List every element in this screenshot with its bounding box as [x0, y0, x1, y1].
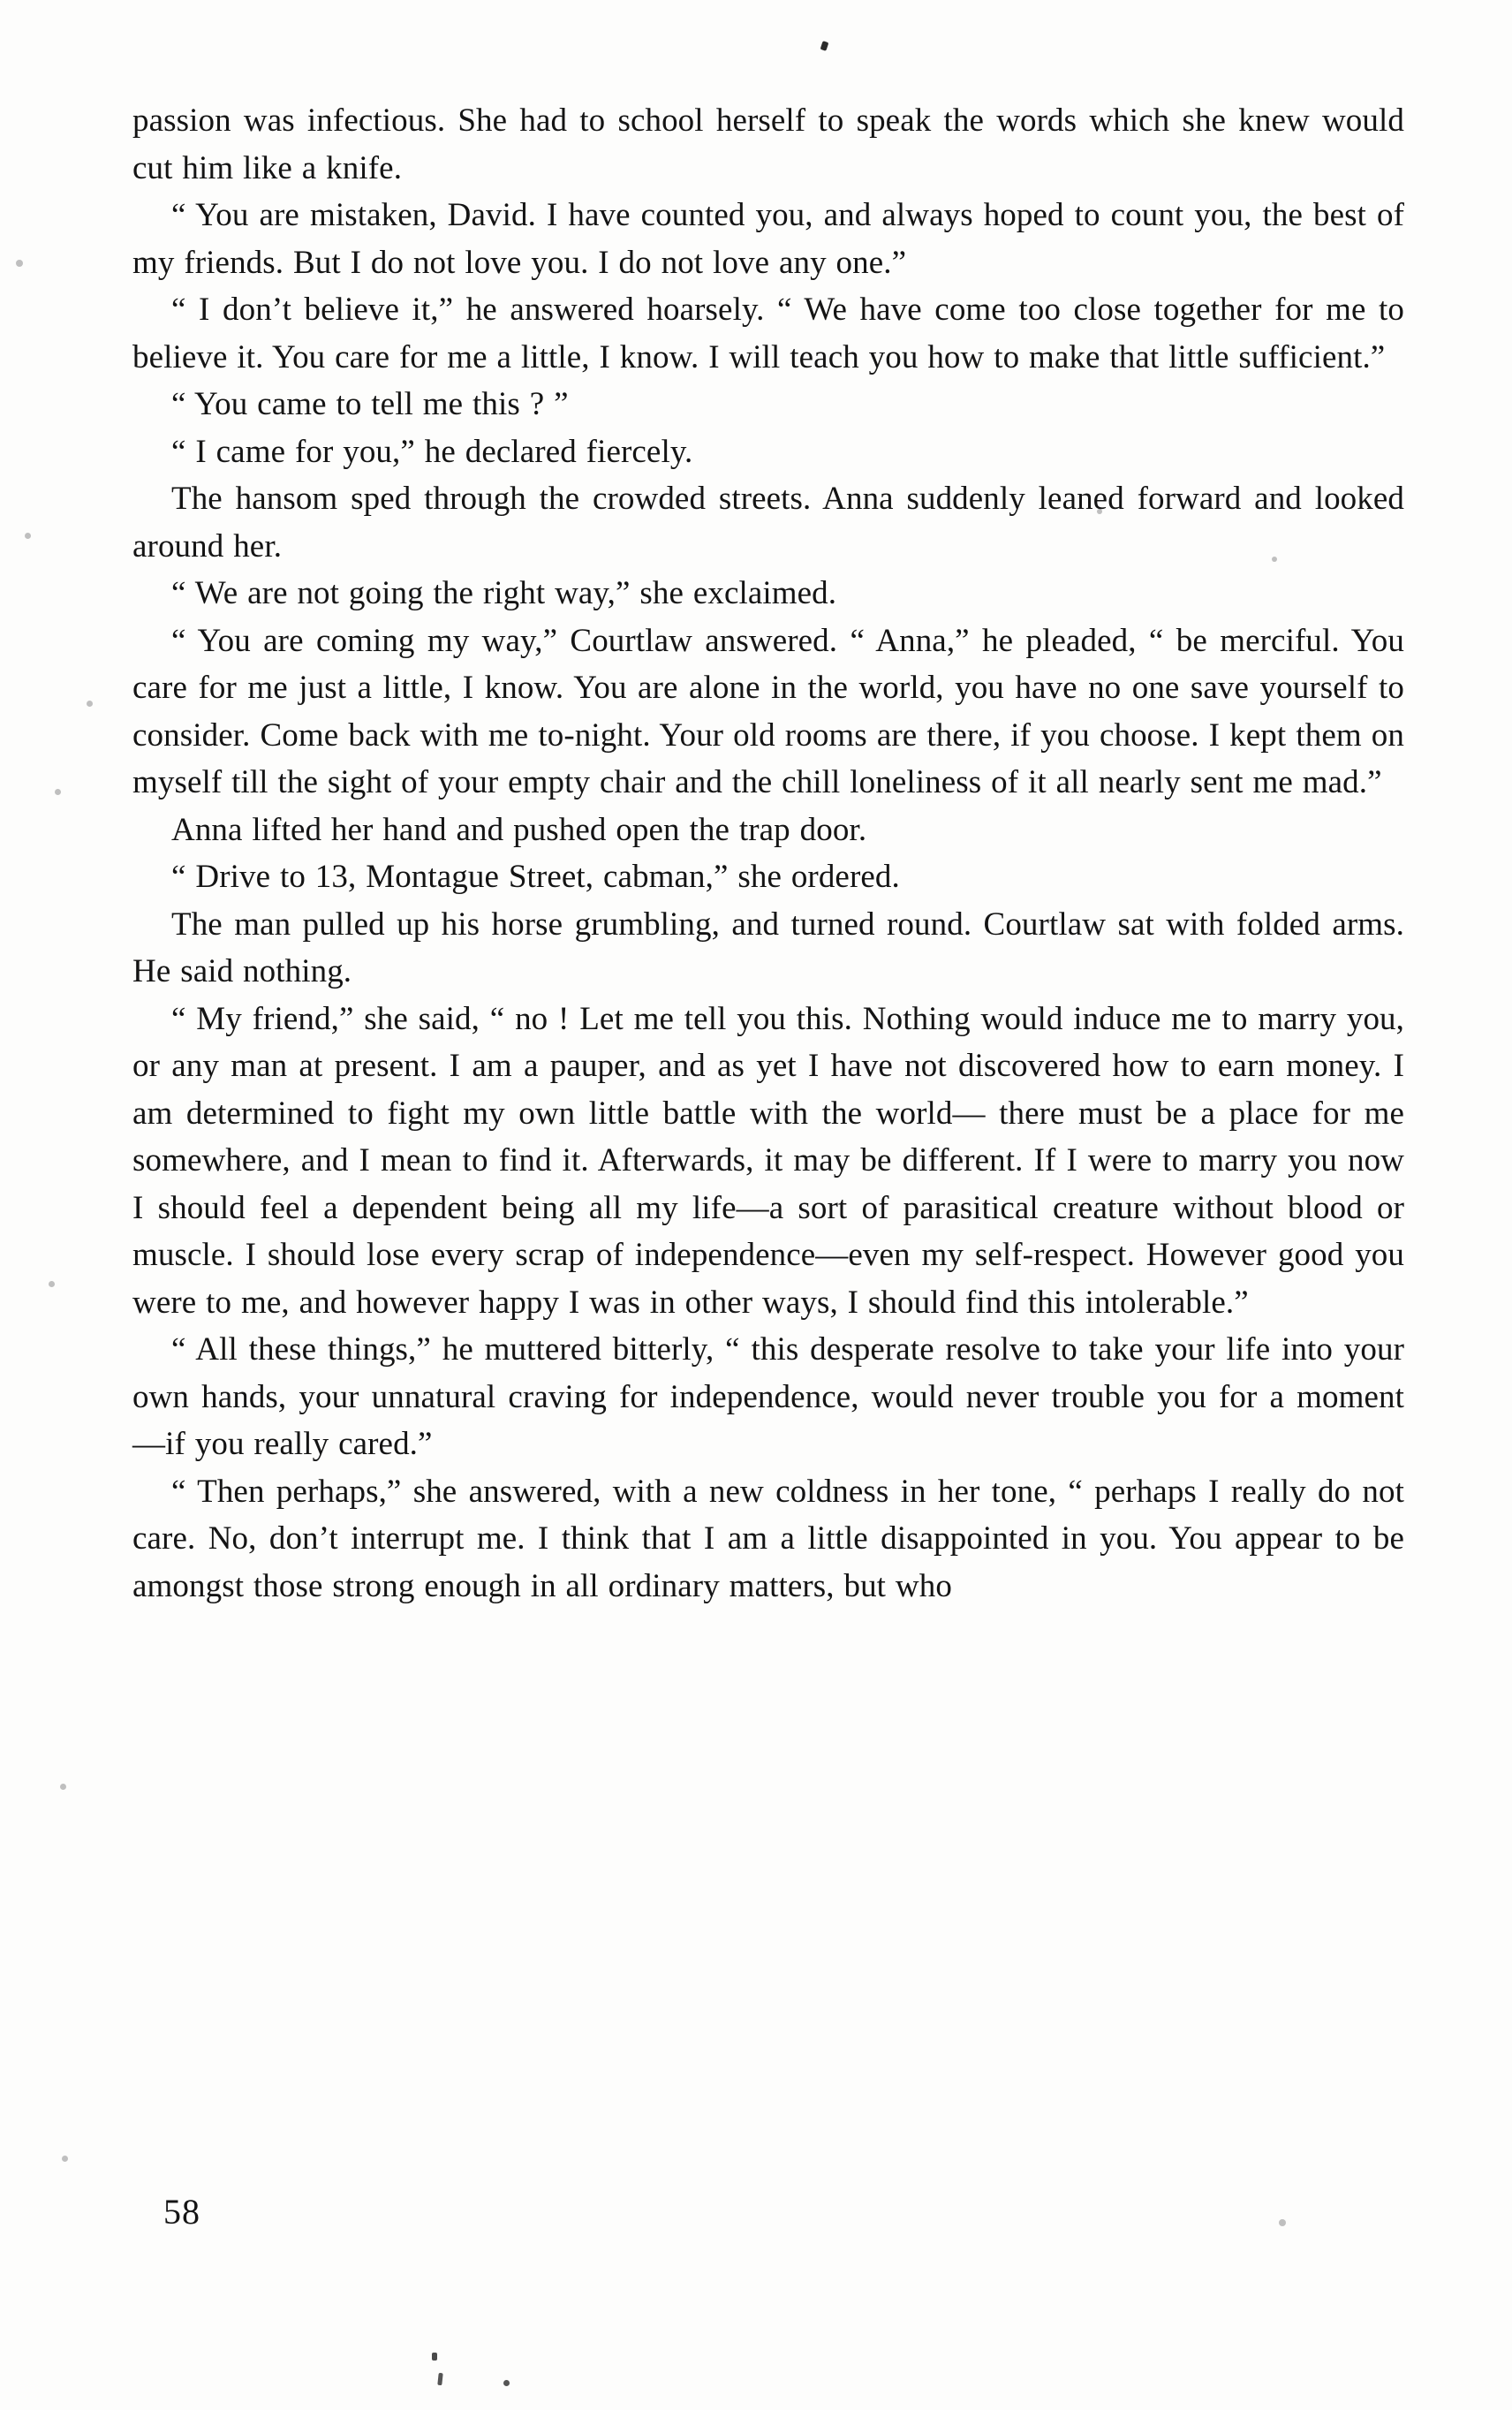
paragraph: “ You came to tell me this ? ” [171, 386, 569, 422]
paragraph: “ We are not going the right way,” she exclaimed. [171, 575, 837, 611]
paragraph: Anna lifted her hand and pushed open the trap door. [171, 811, 867, 848]
paragraph: “ All these things,” he muttered bitterly, “ this desperate resolve to take your life into your own hands, your unnatural craving for independence, would never trouble you for a moment —if you really cared.” [132, 1331, 1404, 1462]
paragraph: “ You are coming my way,” Courtlaw answered. “ Anna,” he pleaded, “ be merciful. You care for me just a little, I know. You are alone in the world, you have no one save yourself to consider. Come back with me to-night. Your old rooms are there, if you choose. I kept them on myself till the sight of your empty chair and the chill loneliness of it all nearly sent me mad.” [132, 622, 1404, 800]
scan-speck [87, 701, 93, 707]
scan-speck [49, 1281, 55, 1287]
scan-speck [16, 260, 23, 267]
paragraph: “ My friend,” she said, “ no ! Let me tell you this. Nothing would induce me to marry you, or any man at present. I am a pauper, and as yet I have not discovered how to earn money. I am determined to fight my own little battle with the world— there must be a place for me somewhere, and I mean to find it. Afterwards, it may be different. If I were to marry you now I should feel a dependent being all my life—a sort of parasitical creature without blood or muscle. I should lose every scrap of independence—even my self-respect. However good you were to me, and however happy I was in other ways, I should find this intolerable.” [132, 1000, 1404, 1321]
scan-speck [62, 2156, 68, 2162]
paragraph: “ I don’t believe it,” he answered hoarsely. “ We have come too close together for me to believe it. You care for me a little, I know. I will teach you how to make that little sufficient.” [132, 292, 1404, 375]
paragraph: “ Drive to 13, Montague Street, cabman,” she ordered. [171, 859, 900, 895]
paragraph: “ Then perhaps,” she answered, with a new coldness in her tone, “ perhaps I really do not care. No, don’t interrupt me. I think that I am a little disappointed in you. You appear to be amongst those strong enough in all ordinary matters, but who [132, 1473, 1404, 1604]
paragraph: The man pulled up his horse grumbling, and turned round. Courtlaw sat with folded arms. He said nothing. [132, 906, 1404, 989]
scan-speck [25, 533, 31, 539]
paragraph: “ You are mistaken, David. I have counted you, and always hoped to count you, the best of my friends. But I do not love you. I do not love any one.” [132, 197, 1404, 281]
scan-artifact-top [820, 41, 829, 51]
scan-artifact-bottom-2 [437, 2373, 442, 2385]
page-number: 58 [163, 2192, 200, 2232]
body-text [132, 97, 1404, 1610]
paragraph: passion was infectious. She had to school herself to speak the words which she knew would cut him like a knife. [132, 102, 1404, 186]
paragraph: The hansom sped through the crowded streets. Anna suddenly leaned forward and looked around her. [132, 481, 1404, 565]
scan-speck [60, 1784, 66, 1790]
scan-speck [1279, 2219, 1286, 2226]
paragraph: “ I came for you,” he declared fiercely. [171, 433, 693, 470]
scan-artifact-bottom-3 [503, 2380, 510, 2386]
scan-artifact-bottom [432, 2353, 437, 2361]
scan-speck [55, 789, 61, 795]
